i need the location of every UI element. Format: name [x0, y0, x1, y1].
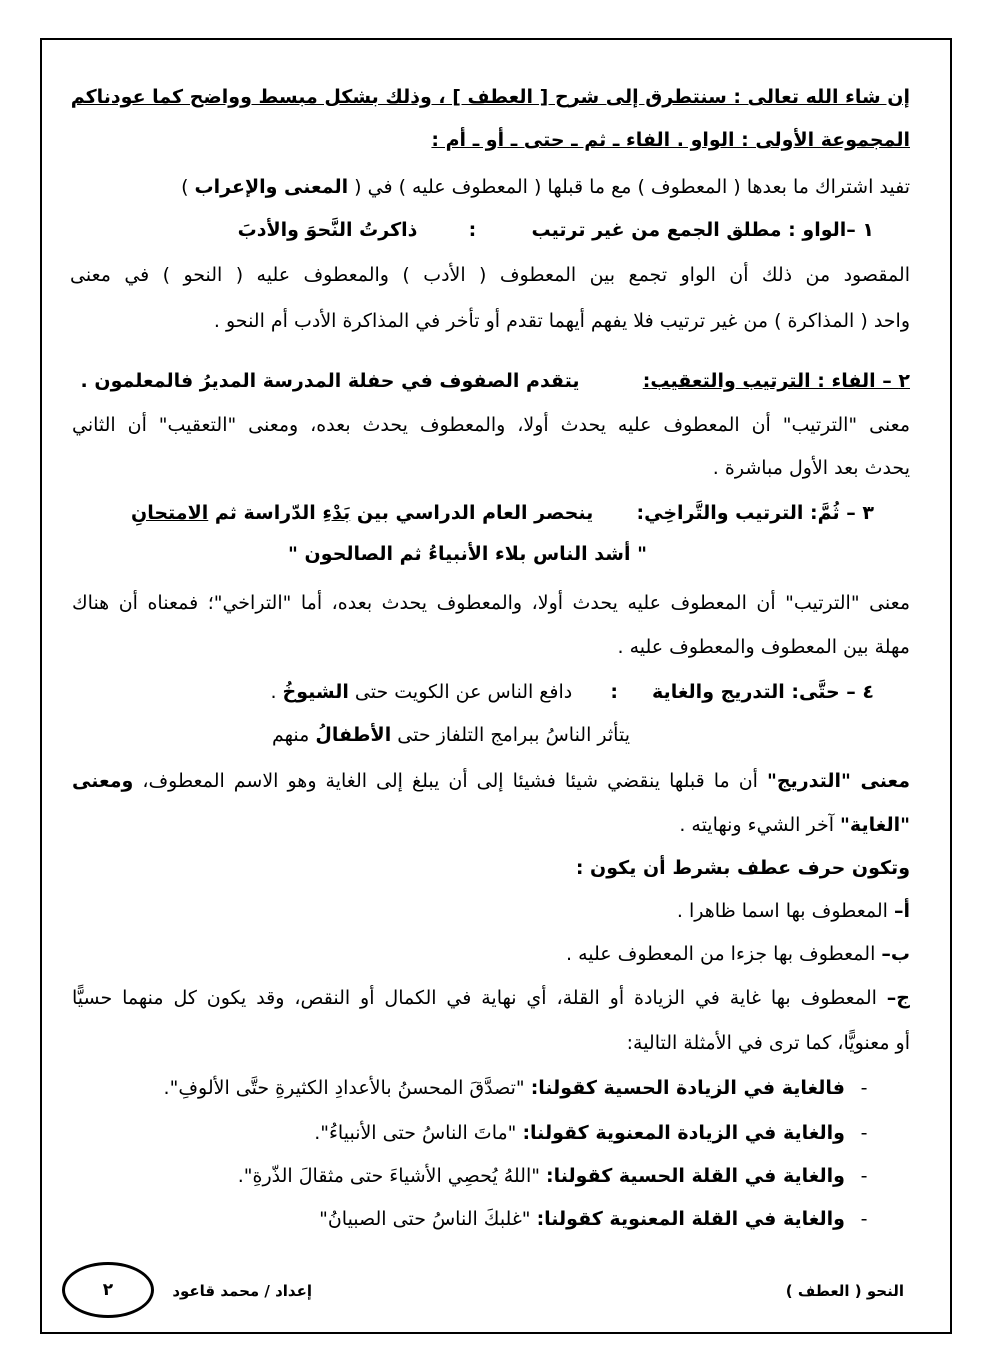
- condition-b-text: المعطوف بها جزءا من المعطوف عليه .: [565, 943, 876, 965]
- thumma-example-1-middle: الدّراسة ثم: [214, 502, 316, 524]
- thumma-example-2: " أشد الناس بلاء الأنبياءُ ثم الصالحون ": [288, 543, 647, 565]
- waw-heading: [70, 217, 874, 243]
- list-item-example: "ماتَ الناسُ حتى الأنبياءُ".: [314, 1122, 517, 1144]
- benefit-close: ): [181, 176, 189, 198]
- list-item-heading: والغاية في الزيادة المعنوية كقولنا:: [522, 1122, 845, 1144]
- condition-a: [70, 898, 910, 924]
- condition-a-label: أ–: [893, 900, 910, 922]
- intro-line: إن شاء الله تعالى : سنتطرق إلى شرح [ العطف ] ، وذلك بشكل مبسط وواضح كما عودناكم: [70, 86, 910, 108]
- thumma-title: ٣ – ثُمَّ: الترتيب والتَّراخِي:: [636, 502, 874, 524]
- goal-term: "الغاية": [840, 814, 910, 836]
- footer-author: إعداد / محمد قاعود: [172, 1282, 312, 1300]
- meaning-word: ومعنى: [72, 770, 134, 792]
- hatta-example-2-end: منهم: [271, 724, 310, 746]
- hatta-explanation-1: [72, 768, 910, 794]
- hatta-example-2-bold: الأطفالُ: [315, 724, 392, 746]
- list-item-heading: والغاية في القلة الحسية كقولنا:: [546, 1165, 845, 1187]
- bullet-dash-icon: -: [860, 1165, 868, 1187]
- list-item-example: "غلبكَ الناسُ حتى الصبيانُ": [319, 1208, 531, 1230]
- list-item-heading: فالغاية في الزيادة الحسية كقولنا:: [530, 1077, 845, 1099]
- waw-colon: :: [468, 219, 477, 241]
- benefit-line: [70, 174, 910, 200]
- gradation-term: معنى "التدريج": [767, 770, 911, 792]
- list-item-example: "اللهُ يُحصِي الأشياءَ حتى مثقالَ الذّرةِ".: [237, 1165, 540, 1187]
- benefit-bold: المعنى والإعراب: [194, 176, 349, 198]
- hatta-example-1: دافع الناس عن الكويت حتى: [354, 681, 573, 703]
- bullet-dash-icon: -: [860, 1122, 868, 1144]
- hatta-heading: [70, 679, 874, 705]
- benefit-text: تفيد اشتراك ما بعدها ( المعطوف ) مع ما قبلها ( المعطوف عليه ) في (: [354, 176, 910, 198]
- list-item: [314, 1120, 877, 1146]
- waw-title: ١ –الواو : مطلق الجمع من غير ترتيب: [531, 219, 874, 241]
- group-title: المجموعة الأولى : الواو . الفاء ـ ثم ـ حتى ـ أو ـ أم :: [431, 129, 910, 151]
- condition-a-text: المعطوف بها اسما ظاهرا .: [676, 900, 888, 922]
- list-item-example: "تصدَّقَ المحسنُ بالأعدادِ الكثيرةِ حتَّى الألوفِ".: [163, 1077, 525, 1099]
- hatta-example-2-line: [70, 722, 630, 748]
- faa-explanation-1: معنى "الترتيب" أن المعطوف عليه يحدث أولا، والمعطوف يحدث بعده، ومعنى "التعقيب" أن الثاني: [72, 414, 910, 436]
- hatta-title: ٤ – حتَّى: التدريج والغاية: [652, 681, 874, 703]
- thumma-explanation-1: معنى "الترتيب" أن المعطوف عليه يحدث أولا، والمعطوف يحدث بعده، أما "التراخي"؛ فمعناه أن هناك: [72, 592, 910, 614]
- condition-c-continued: أو معنويًّا، كما ترى في الأمثلة التالية:: [626, 1032, 910, 1054]
- condition-b: [70, 941, 910, 967]
- page-number: ٢: [62, 1262, 154, 1318]
- condition-c: [72, 985, 910, 1011]
- goal-definition: آخر الشيء ونهايته .: [679, 814, 834, 836]
- faa-heading: [70, 368, 910, 394]
- faa-explanation-2: يحدث بعد الأول مباشرة .: [712, 457, 910, 479]
- waw-explanation-2: واحد ( المذاكرة ) من غير ترتيب فلا يفهم أيهما تقدم أو تأخر في المذاكرة الأدب أم النحو .: [213, 310, 910, 332]
- hatta-colon: :: [610, 681, 618, 703]
- faa-title: ٢ – الفاء : الترتيب والتعقيب:: [642, 370, 910, 392]
- list-item: [238, 1163, 877, 1189]
- condition-c-text: المعطوف بها غاية في الزيادة أو القلة، أي نهاية في الكمال أو النقص، وقد يكون كل منهما حسيًّا: [72, 987, 877, 1009]
- thumma-heading: [70, 500, 874, 526]
- thumma-example-1-underlined-1: بَدْءِ: [322, 502, 351, 524]
- thumma-example-1-start: ينحصر العام الدراسي بين: [356, 502, 594, 524]
- bullet-dash-icon: -: [860, 1077, 868, 1099]
- faa-example: يتقدم الصفوف في حفلة المدرسة المديرُ فالمعلمون .: [80, 370, 580, 392]
- thumma-explanation-2: مهلة بين المعطوف والمعطوف عليه .: [617, 636, 910, 658]
- condition-title: وتكون حرف عطف بشرط أن يكون :: [575, 857, 910, 879]
- bullet-dash-icon: -: [860, 1208, 868, 1230]
- list-item-heading: والغاية في القلة المعنوية كقولنا:: [536, 1208, 845, 1230]
- list-item: [164, 1075, 877, 1101]
- waw-example: ذاكرتُ النَّحوَ والأدبَ: [237, 219, 418, 241]
- footer-subject: النحو ( العطف ): [785, 1282, 904, 1300]
- condition-b-label: ب–: [881, 943, 910, 965]
- thumma-example-1-underlined-2: الامتحانِ: [131, 502, 209, 524]
- list-item: [319, 1206, 877, 1232]
- waw-explanation-1: المقصود من ذلك أن الواو تجمع بين المعطوف ( الأدب ) والمعطوف عليه ( النحو ) في معنى: [70, 264, 910, 286]
- gradation-definition: أن ما قبلها ينقضي شيئا فشيئا إلى أن يبلغ إلى الغاية وهو الاسم المعطوف،: [142, 770, 758, 792]
- hatta-example-1-bold: الشيوخُ: [282, 681, 349, 703]
- hatta-explanation-2: [70, 812, 910, 838]
- hatta-example-1-end: .: [270, 681, 277, 703]
- condition-c-label: ج–: [886, 987, 910, 1009]
- hatta-example-2: يتأثر الناسُ ببرامج التلفاز حتى: [397, 724, 630, 746]
